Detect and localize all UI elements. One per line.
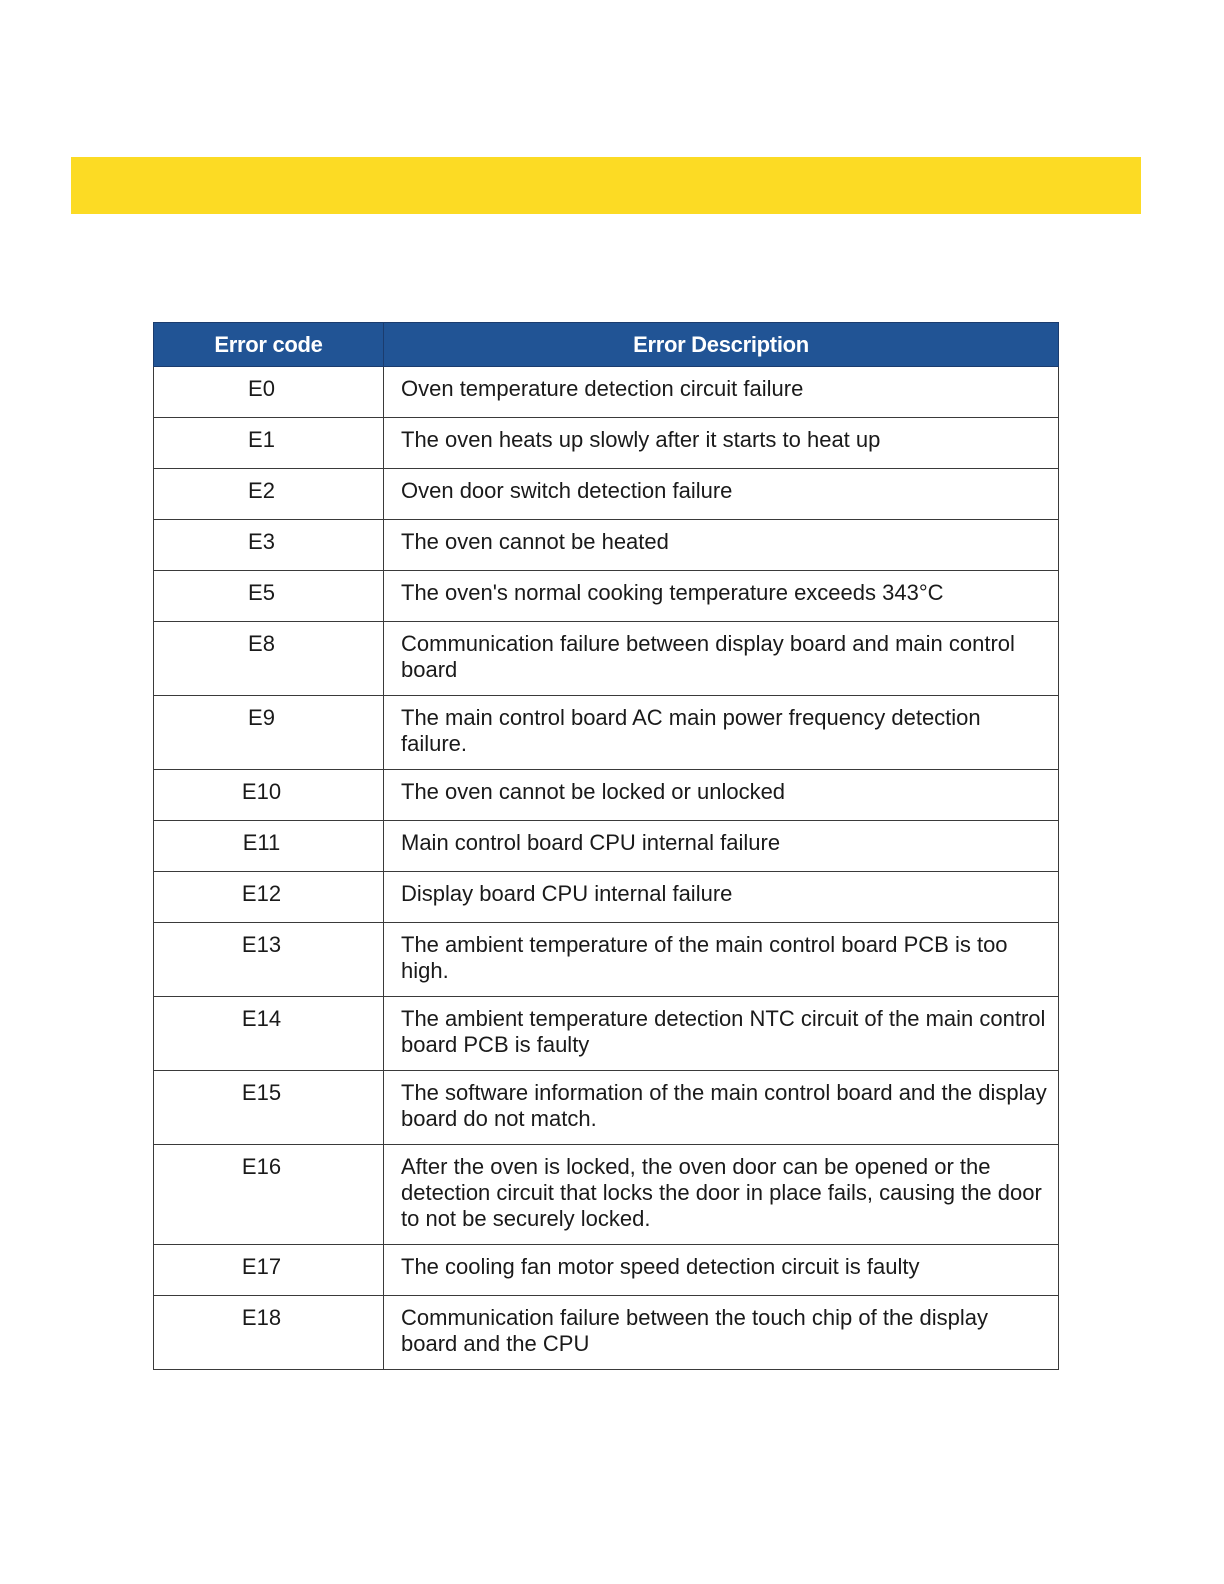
table-row [154, 1245, 1059, 1296]
table-row [154, 696, 1059, 770]
table-row [154, 571, 1059, 622]
error-code-cell: E15 [154, 1071, 384, 1145]
error-description-cell: The cooling fan motor speed detection circuit is faulty [384, 1245, 1059, 1296]
error-description-cell: Oven door switch detection failure [384, 469, 1059, 520]
error-code-cell: E16 [154, 1145, 384, 1245]
table-row [154, 520, 1059, 571]
error-code-cell: E10 [154, 770, 384, 821]
error-description-cell: Display board CPU internal failure [384, 872, 1059, 923]
error-code-cell: E13 [154, 923, 384, 997]
error-code-cell: E18 [154, 1296, 384, 1370]
table-row [154, 367, 1059, 418]
error-code-cell: E3 [154, 520, 384, 571]
error-code-cell: E14 [154, 997, 384, 1071]
error-description-cell: The oven cannot be locked or unlocked [384, 770, 1059, 821]
error-code-cell: E17 [154, 1245, 384, 1296]
error-code-table [153, 322, 1059, 1370]
error-code-cell: E11 [154, 821, 384, 872]
table-row [154, 1296, 1059, 1370]
table-row [154, 770, 1059, 821]
error-description-cell: After the oven is locked, the oven door can be opened or the detection circuit that locks the door in place fails, causing the door to not be securely locked. [384, 1145, 1059, 1245]
error-code-cell: E0 [154, 367, 384, 418]
error-description-cell: The software information of the main control board and the display board do not match. [384, 1071, 1059, 1145]
error-code-cell: E2 [154, 469, 384, 520]
table-row [154, 1071, 1059, 1145]
error-code-cell: E1 [154, 418, 384, 469]
error-description-cell: The ambient temperature detection NTC circuit of the main control board PCB is faulty [384, 997, 1059, 1071]
error-description-cell: The ambient temperature of the main control board PCB is too high. [384, 923, 1059, 997]
error-code-cell: E8 [154, 622, 384, 696]
error-code-cell: E9 [154, 696, 384, 770]
table-row [154, 997, 1059, 1071]
table-header-row [154, 323, 1059, 367]
error-description-cell: Oven temperature detection circuit failure [384, 367, 1059, 418]
error-description-cell: The oven cannot be heated [384, 520, 1059, 571]
error-description-cell: The main control board AC main power frequency detection failure. [384, 696, 1059, 770]
error-description-cell: The oven's normal cooking temperature exceeds 343°C [384, 571, 1059, 622]
header-error-code: Error code [154, 323, 384, 367]
table-row [154, 469, 1059, 520]
error-description-cell: Main control board CPU internal failure [384, 821, 1059, 872]
table-row [154, 622, 1059, 696]
error-description-cell: Communication failure between the touch chip of the display board and the CPU [384, 1296, 1059, 1370]
header-error-description: Error Description [384, 323, 1059, 367]
error-description-cell: Communication failure between display board and main control board [384, 622, 1059, 696]
error-description-cell: The oven heats up slowly after it starts to heat up [384, 418, 1059, 469]
yellow-banner [71, 157, 1141, 214]
table-row [154, 1145, 1059, 1245]
table-row [154, 418, 1059, 469]
error-code-cell: E12 [154, 872, 384, 923]
error-code-cell: E5 [154, 571, 384, 622]
table-row [154, 923, 1059, 997]
table-row [154, 872, 1059, 923]
table-row [154, 821, 1059, 872]
